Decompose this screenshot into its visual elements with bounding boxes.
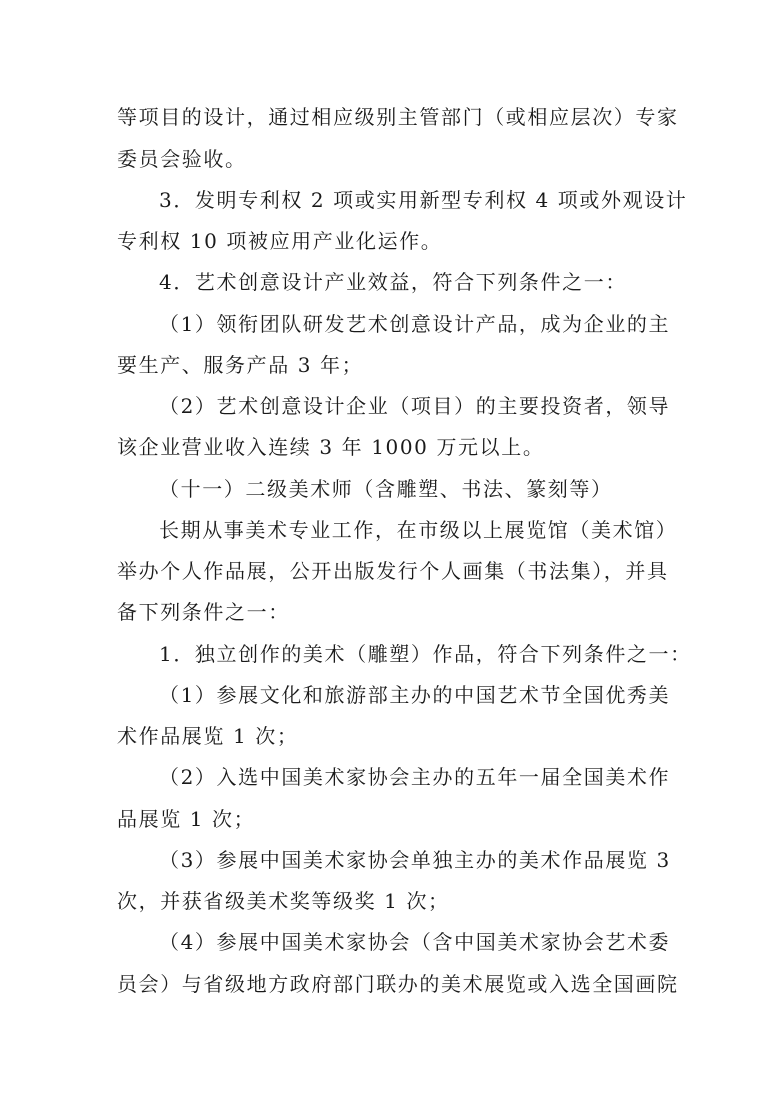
text-line: 长期从事美术专业工作，在市级以上展览馆（美术馆） [159,518,678,542]
text-line: 委员会验收。 [117,147,247,171]
text-line: 品展览 1 次； [117,807,256,831]
text-line: 该企业营业收入连续 3 年 1000 万元以上。 [117,435,545,459]
text-line: 4．艺术创意设计产业效益，符合下列条件之一： [159,270,627,294]
text-line: （4）参展中国美术家协会（含中国美术家协会艺术委 [159,930,671,954]
text-line: 3．发明专利权 2 项或实用新型专利权 4 项或外观设计 [159,188,688,212]
text-line: （3）参展中国美术家协会单独主办的美术作品展览 3 [159,848,671,872]
text-line: 次，并获省级美术奖等级奖 1 次； [117,889,450,913]
text-line: 备下列条件之一： [117,600,290,624]
section-heading: （十一）二级美术师（含雕塑、书法、篆刻等） [159,477,613,501]
text-line: 专利权 10 项被应用产业化运作。 [117,229,443,253]
text-line: 等项目的设计，通过相应级别主管部门（或相应层次）专家 [117,105,679,129]
text-line: 举办个人作品展，公开出版发行个人画集（书法集），并具 [117,559,669,583]
text-line: （2）入选中国美术家协会主办的五年一届全国美术作 [159,765,671,789]
text-line: 术作品展览 1 次； [117,724,299,748]
text-line: 1．独立创作的美术（雕塑）作品，符合下列条件之一： [159,642,692,666]
text-line: （2）艺术创意设计企业（项目）的主要投资者，领导 [159,394,671,418]
text-line: 员会）与省级地方政府部门联办的美术展览或入选全国画院 [117,972,679,996]
text-line: （1）参展文化和旅游部主办的中国艺术节全国优秀美 [159,683,671,707]
text-line: （1）领衔团队研发艺术创意设计产品，成为企业的主 [159,312,671,336]
text-line: 要生产、服务产品 3 年； [117,353,364,377]
